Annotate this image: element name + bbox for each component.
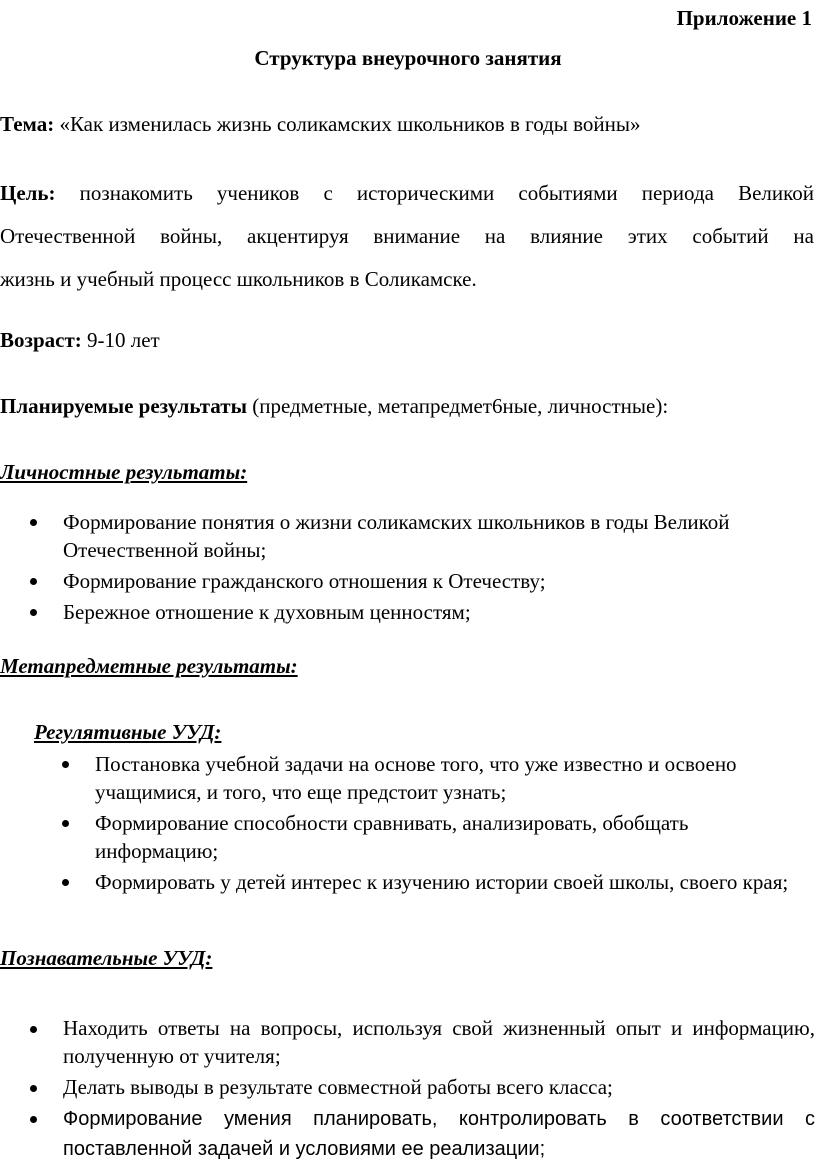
planned-results-paragraph [0,394,814,419]
list-item-text: Формирование гражданского отношения к Отечеству; [63,569,546,593]
page-title: Структура внеурочного занятия [254,46,562,70]
planned-label: Планируемые результаты [0,394,247,418]
bullet-icon [30,519,37,526]
list-item-text: Делать выводы в результате совместной работы всего класса; [63,1075,613,1099]
appendix-label: Приложение 1 [676,6,812,30]
bullet-icon [30,609,37,616]
goal-line-1 [0,172,814,215]
goal-line-3: жизнь и учебный процесс школьников в Соликамске. [0,267,477,291]
regulatory-heading: Регулятивные УУД: [34,720,222,744]
list-item [63,1104,815,1164]
personal-results-heading: Личностные результаты: [0,460,248,484]
list-item [63,1014,815,1070]
list-item [63,598,763,626]
list-item [95,809,795,865]
bullet-icon [62,761,69,768]
bullet-icon [30,1085,37,1092]
list-item-text: Формирование умения планировать, контролировать в соответствии с поставленной задачей и условиями ее реализации; [63,1108,815,1160]
list-item-text: Формировать у детей интерес к изучению истории своей школы, своего края; [95,870,789,894]
age-paragraph [0,328,814,353]
cognitive-list [63,1014,815,1167]
personal-results-list [63,508,763,629]
goal-line-2: Отечественной войны, акцентируя внимание на влияние этих событий на [0,224,814,248]
list-item-text: Формирование понятия о жизни соликамских школьников в годы Великой Отечественной войны; [63,510,730,562]
bullet-icon [30,1026,37,1033]
age-label: Возраст: [0,328,82,352]
age-text: 9-10 лет [87,328,160,352]
list-item-text: Находить ответы на вопросы, используя свой жизненный опыт и информацию, полученную от учителя; [63,1016,815,1068]
list-item-text: Постановка учебной задачи на основе того, что уже известно и освоено учащимися, и того, что еще предстоит узнать; [95,752,737,804]
bullet-icon [30,1116,37,1123]
bullet-icon [62,820,69,827]
bullet-icon [30,578,37,585]
topic-text: «Как изменилась жизнь соликамских школьников в годы войны» [59,112,641,136]
goal-text-1: познакомить учеников с историческими событиями периода Великой [79,181,814,205]
list-item [63,567,763,595]
list-item [63,508,763,564]
topic-paragraph [0,112,814,137]
list-item-text: Формирование способности сравнивать, анализировать, обобщать информацию; [95,811,689,863]
topic-label: Тема: [0,112,55,136]
list-item-text: Бережное отношение к духовным ценностям; [63,600,471,624]
goal-label: Цель: [0,181,56,205]
cognitive-heading: Познавательные УУД: [0,946,213,970]
list-item [63,1073,815,1101]
goal-paragraph [0,172,814,301]
meta-results-heading: Метапредметные результаты: [0,654,298,678]
bullet-icon [62,879,69,886]
planned-text: (предметные, метапредмет6ные, личностные): [252,394,669,418]
list-item [95,750,795,806]
regulatory-list [95,750,795,899]
list-item [95,868,795,896]
